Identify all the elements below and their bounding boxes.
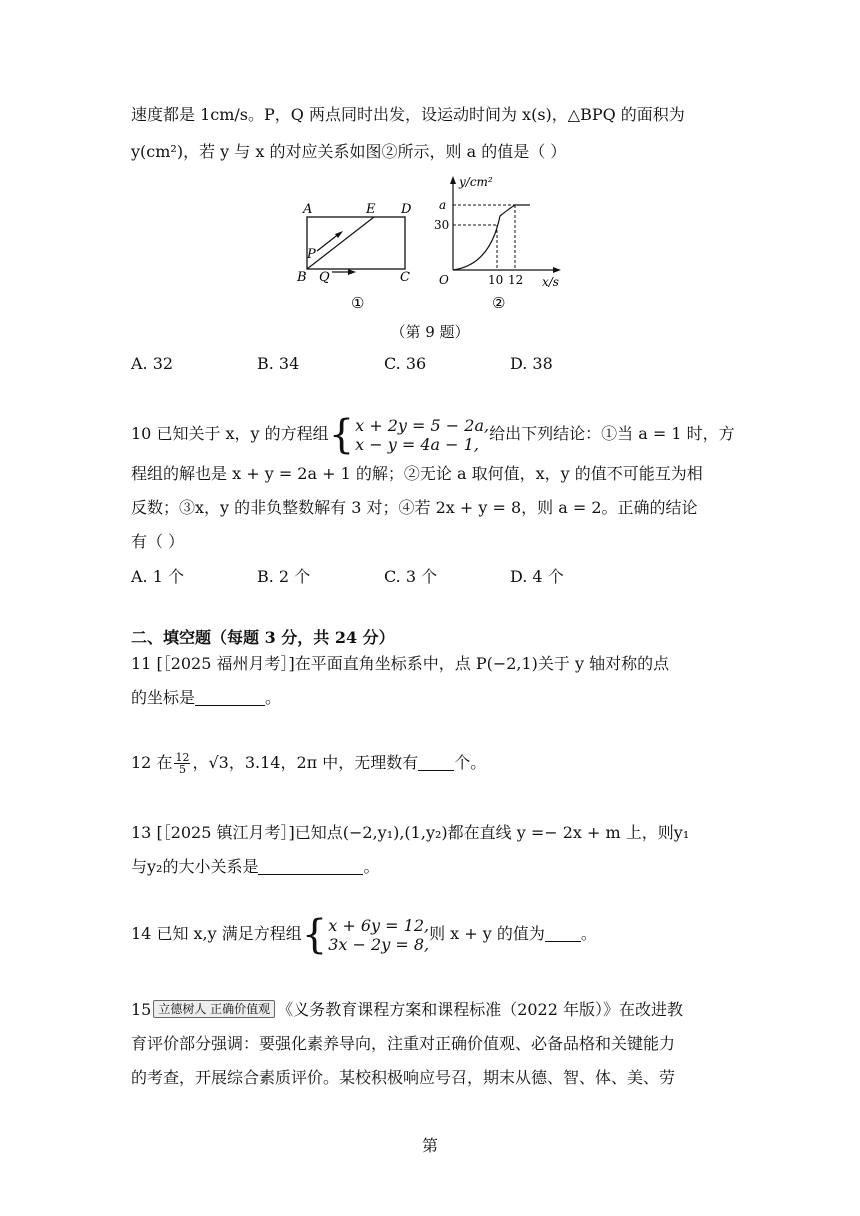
tick-a: a (439, 198, 447, 212)
q10-eq-2: x − y = 4a − 1, (355, 434, 479, 454)
q12-fraction (174, 752, 190, 775)
q11-line-2 (131, 686, 731, 710)
q13-text-before: 与y₂的大小关系是 (131, 857, 259, 876)
q14-after: 。 (580, 924, 597, 943)
q12-frac-num: 12 (175, 751, 190, 764)
y-axis-label: y/cm² (459, 175, 493, 189)
q15-values-tag: 立德树人 正确价值观 (153, 1000, 275, 1018)
tick-10: 10 (488, 273, 504, 287)
q12-middle: ，√3，3.14，2π 中，无理数有 (192, 753, 419, 772)
q14-answer-blank[interactable] (545, 923, 581, 942)
q10-option-a: A. 1 个 (131, 567, 184, 586)
q15-line-2: 育评价部分强调：要强化素养导向，注重对正确价值观、必备品格和关键能力 (131, 1034, 676, 1053)
label-a: A (303, 202, 313, 217)
q13-text-after: 。 (363, 857, 380, 876)
q13-answer-blank[interactable] (258, 856, 363, 875)
q10-prefix: 10 已知关于 x，y 的方程组 (131, 424, 329, 443)
q9-line-2: y(cm²)，若 y 与 x 的对应关系如图②所示，则 a 的值是（ ） (131, 142, 567, 161)
label-e: E (366, 202, 376, 217)
tick-12: 12 (508, 273, 524, 287)
q13-line-1: 13 [［2025 镇江月考］]已知点(−2,y₁),(1,y₂)都在直线 y =− 2x + m 上，则y₁ (131, 823, 690, 842)
q14-prefix: 14 已知 x,y 满足方程组 (131, 924, 302, 943)
q10-option-c: C. 3 个 (384, 567, 438, 586)
label-b: B (297, 270, 307, 285)
q10-eq-1: x + 2y = 5 − 2a, (355, 415, 490, 435)
figure-1-caption: ① (351, 294, 365, 312)
q11-answer-blank[interactable] (195, 687, 265, 706)
q9-option-c: C. 36 (384, 354, 427, 373)
q10-line-2: 程组的解也是 x + y = 2a + 1 的解；②无论 a 取何值，x，y 的值不可能互为相 (131, 464, 703, 483)
q10-option-d: D. 4 个 (510, 567, 564, 586)
q10-line-3: 反数；③x，y 的非负整数解有 3 对；④若 2x + y = 8，则 a = 2。正确的结论 (131, 498, 698, 517)
q15-number: 15 (131, 1000, 152, 1019)
label-c: C (400, 270, 410, 285)
q12-after: 个。 (454, 753, 487, 772)
q11-line-1: 11 [［2025 福州月考］]在平面直角坐标系中，点 P(−2,1)关于 y 轴对称的点 (131, 654, 670, 673)
label-d: D (401, 202, 412, 217)
q10-option-b: B. 2 个 (257, 567, 311, 586)
label-p: P (307, 247, 316, 262)
q15-text-1: 《义务教育课程方案和课程标准（2022 年版）》在改进教 (277, 1000, 683, 1019)
q12-frac-den: 5 (178, 763, 186, 776)
q9-option-d: D. 38 (510, 354, 553, 373)
q9-line-1: 速度都是 1cm/s。P，Q 两点同时出发，设运动时间为 x(s)，△BPQ 的面积为 (131, 105, 685, 124)
label-q: Q (319, 270, 330, 285)
q9-figure-caption: （第 9 题） (390, 323, 470, 341)
q10-line-1 (131, 411, 735, 458)
figure-1-rectangle (290, 195, 430, 315)
q9-option-a: A. 32 (131, 354, 174, 373)
section-2-heading: 二、填空题（每题 3 分，共 24 分） (131, 628, 395, 647)
q9-option-b: B. 34 (257, 354, 300, 373)
x-axis-label: x/s (542, 275, 559, 289)
q14-eq-1: x + 6y = 12, (328, 915, 430, 935)
q15-line-3: 的考查，开展综合素质评价。某校积极响应号召，期末从德、智、体、美、劳 (131, 1068, 676, 1087)
tick-30: 30 (434, 218, 450, 232)
q10-suffix: 给出下列结论：①当 a = 1 时，方 (489, 424, 735, 443)
q13-line-2 (131, 855, 731, 879)
q15-line-1 (131, 998, 731, 1022)
page-footer: 第 (421, 1136, 438, 1155)
q11-text-before: 的坐标是 (131, 688, 196, 707)
q14-line (131, 911, 731, 958)
q12-line (131, 748, 731, 778)
figure-2-caption: ② (492, 294, 506, 312)
q10-equation-system: { x + 2y = 5 − 2a, x − y = 4a − 1, (328, 411, 490, 458)
figure-2-graph (430, 170, 570, 318)
q12-answer-blank[interactable] (418, 752, 454, 771)
q10-line-4: 有（ ） (131, 532, 185, 551)
q14-suffix: 则 x + y 的值为 (429, 924, 545, 943)
q14-equation-system: { x + 6y = 12, 3x − 2y = 8, (301, 911, 430, 958)
q12-prefix: 12 在 (131, 753, 173, 772)
origin-label: O (439, 273, 449, 287)
q14-eq-2: 3x − 2y = 8, (328, 934, 430, 954)
q11-text-after: 。 (265, 688, 282, 707)
